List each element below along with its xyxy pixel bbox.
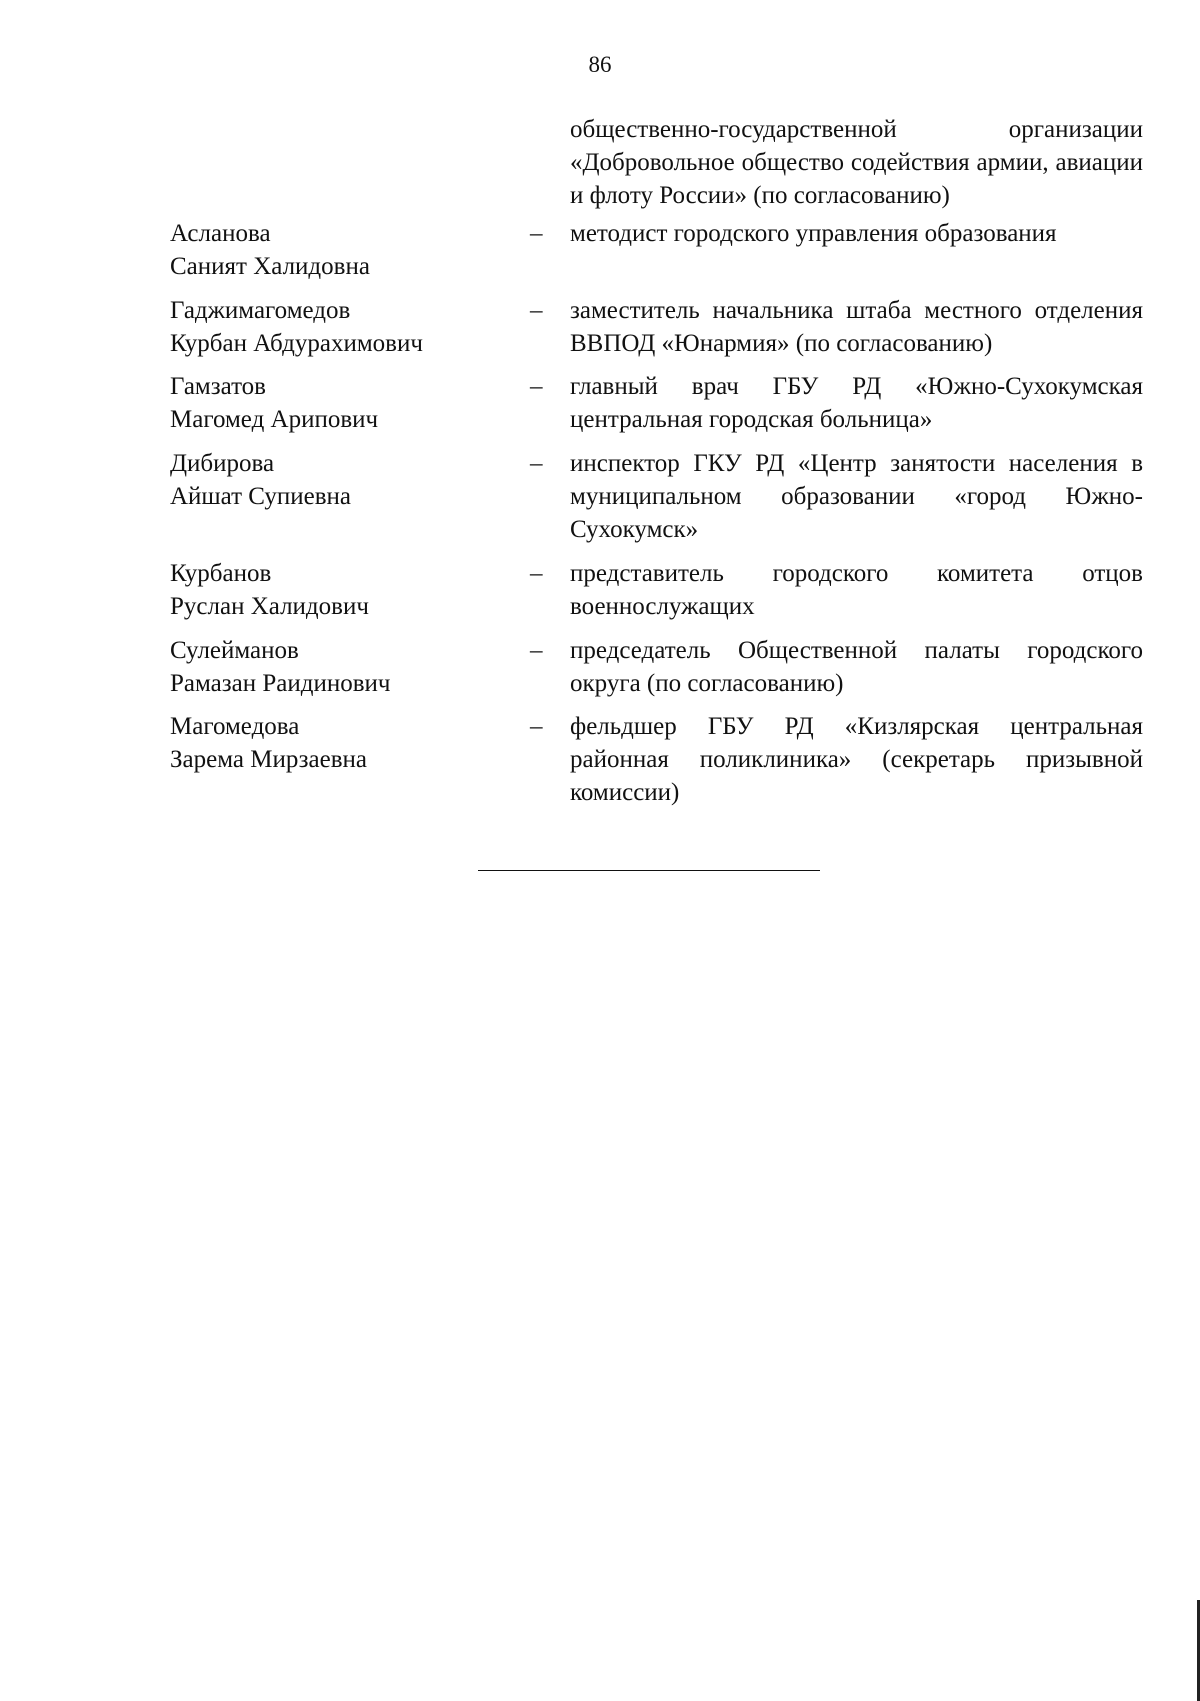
dash: –	[530, 713, 543, 740]
dash: –	[530, 297, 543, 324]
member-given-name: Руслан Халидович	[170, 593, 369, 620]
member-given-name: Айшат Супиевна	[170, 483, 351, 510]
dash: –	[530, 220, 543, 247]
member-name	[170, 447, 510, 513]
member-position: фельдшер ГБУ РД «Кизлярская центральная районная поликлиника» (секретарь призывной комиссии)	[570, 713, 1143, 806]
dash: –	[530, 560, 543, 587]
member-position: представитель городского комитета отцов военнослужащих	[570, 560, 1143, 620]
member-surname: Курбанов	[170, 560, 272, 587]
member-surname: Дибирова	[170, 450, 275, 477]
member-position: председатель Общественной палаты городского округа (по согласованию)	[570, 637, 1143, 697]
member-surname: Магомедова	[170, 713, 300, 740]
member-name	[170, 294, 510, 360]
member-position: инспектор ГКУ РД «Центр занятости населения в муниципальном образовании «город Южно-Сухокумск»	[570, 450, 1143, 543]
member-name	[170, 557, 510, 623]
member-surname: Гаджимагомедов	[170, 297, 351, 324]
member-given-name: Зарема Мирзаевна	[170, 746, 367, 773]
member-position: главный врач ГБУ РД «Южно-Сухокумская центральная городская больница»	[570, 373, 1143, 433]
member-given-name: Саният Халидовна	[170, 253, 370, 280]
member-position: заместитель начальника штаба местного отделения ВВПОД «Юнармия» (по согласованию)	[570, 297, 1143, 357]
member-position: методист городского управления образования	[570, 220, 1057, 247]
dash: –	[530, 637, 543, 664]
member-given-name: Магомед Арипович	[170, 406, 379, 433]
dash: –	[530, 450, 543, 477]
member-name	[170, 710, 510, 776]
member-name	[170, 634, 510, 700]
member-surname: Гамзатов	[170, 373, 266, 400]
member-name	[170, 370, 510, 436]
member-surname: Асланова	[170, 220, 271, 247]
dash: –	[530, 373, 543, 400]
member-given-name: Курбан Абдурахимович	[170, 330, 423, 357]
member-given-name: Рамазан Раидинович	[170, 670, 391, 697]
continuation-text: общественно-государственной организации «Добровольное общество содействия армии, авиации и флоту России» (по согласованию)	[570, 116, 1143, 209]
member-surname: Сулейманов	[170, 637, 299, 664]
page-number: 86	[588, 52, 612, 77]
member-name	[170, 217, 510, 283]
closing-rule	[478, 870, 820, 871]
